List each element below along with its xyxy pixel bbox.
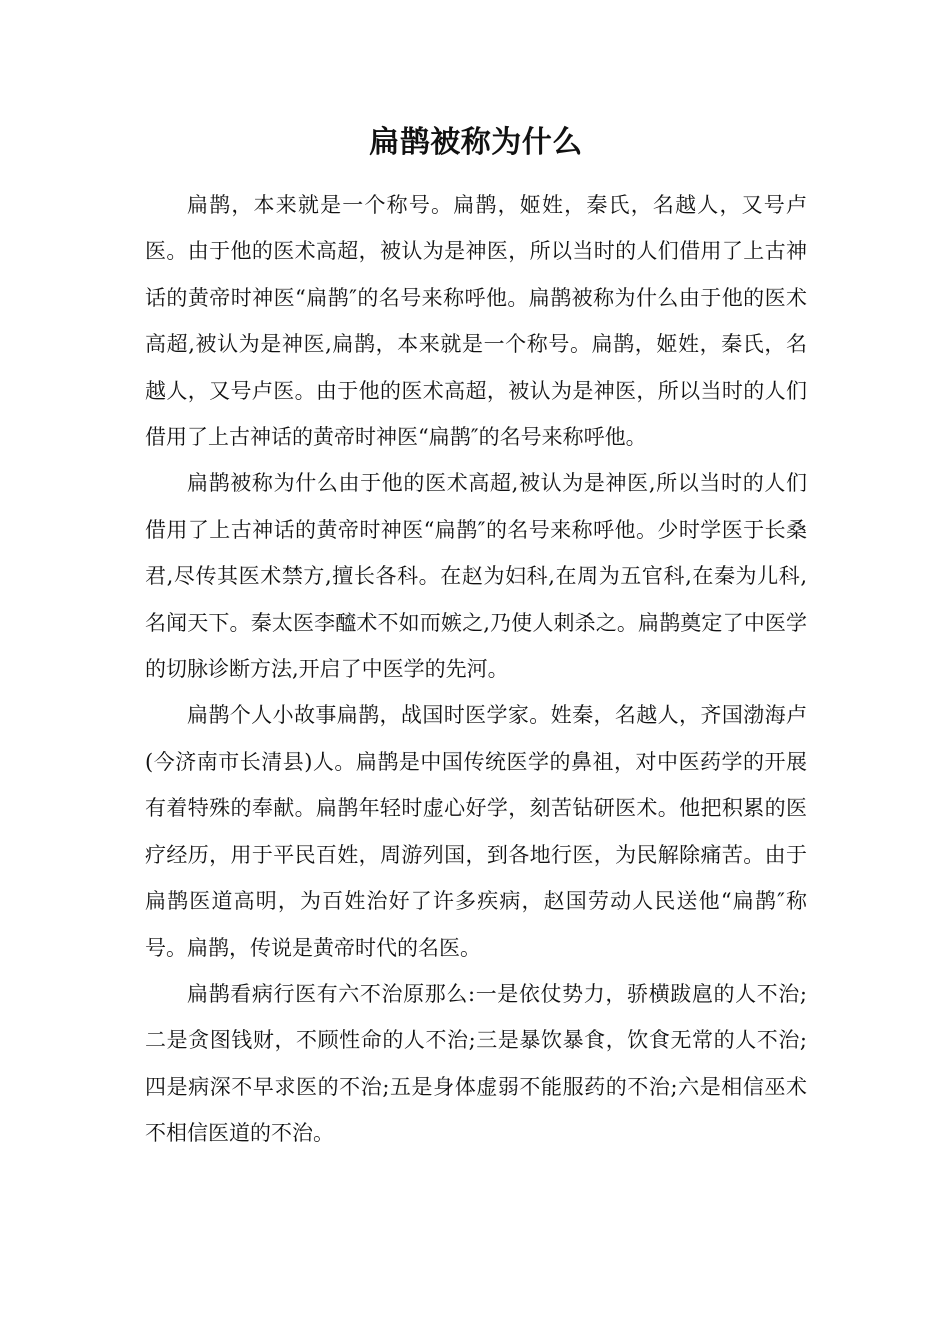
paragraph-1: 扁鹊，本来就是一个称号。扁鹊，姬姓，秦氏，名越人，又号卢医。由于他的医术高超，被认为是神医，所以当时的人们借用了上古神话的黄帝时神医“扁鹊″的名号来称呼他。扁鹊被称为什么由于他的医术高超,被认为是神医,扁鹊，本来就是一个称号。扁鹊，姬姓，秦氏，名越人，又号卢医。由于他的医术高超，被认为是神医，所以当时的人们借用了上古神话的黄帝时神医“扁鹊″的名号来称呼他。: [145, 193, 807, 450]
paragraph-3: 扁鹊个人小故事扁鹊，战国时医学家。姓秦，名越人，齐国渤海卢(今济南市长清县)人。扁鹊是中国传统医学的鼻祖，对中医药学的开展有着特殊的奉献。扁鹊年轻时虚心好学，刻苦钻研医术。他把积累的医疗经历，用于平民百姓，周游列国，到各地行医，为民解除痛苦。由于扁鹊医道高明，为百姓治好了许多疾病，赵国劳动人民送他“扁鹊″称号。扁鹊，传说是黄帝时代的名医。: [145, 703, 807, 960]
document-page: [145, 118, 807, 1157]
paragraph-2: 扁鹊被称为什么由于他的医术高超,被认为是神医,所以当时的人们借用了上古神话的黄帝时神医“扁鹊″的名号来称呼他。少时学医于长桑君,尽传其医术禁方,擅长各科。在赵为妇科,在周为五官科,在秦为儿科,名闻天下。秦太医李醯术不如而嫉之,乃使人刺杀之。扁鹊奠定了中医学的切脉诊断方法,开启了中医学的先河。: [145, 471, 807, 682]
paragraph-4: 扁鹊看病行医有六不治原那么:一是依仗势力，骄横跋扈的人不治;二是贪图钱财，不顾性命的人不治;三是暴饮暴食，饮食无常的人不治;四是病深不早求医的不治;五是身体虚弱不能服药的不治;六是相信巫术不相信医道的不治。: [145, 981, 807, 1146]
document-title: 扁鹊被称为什么: [369, 125, 583, 160]
